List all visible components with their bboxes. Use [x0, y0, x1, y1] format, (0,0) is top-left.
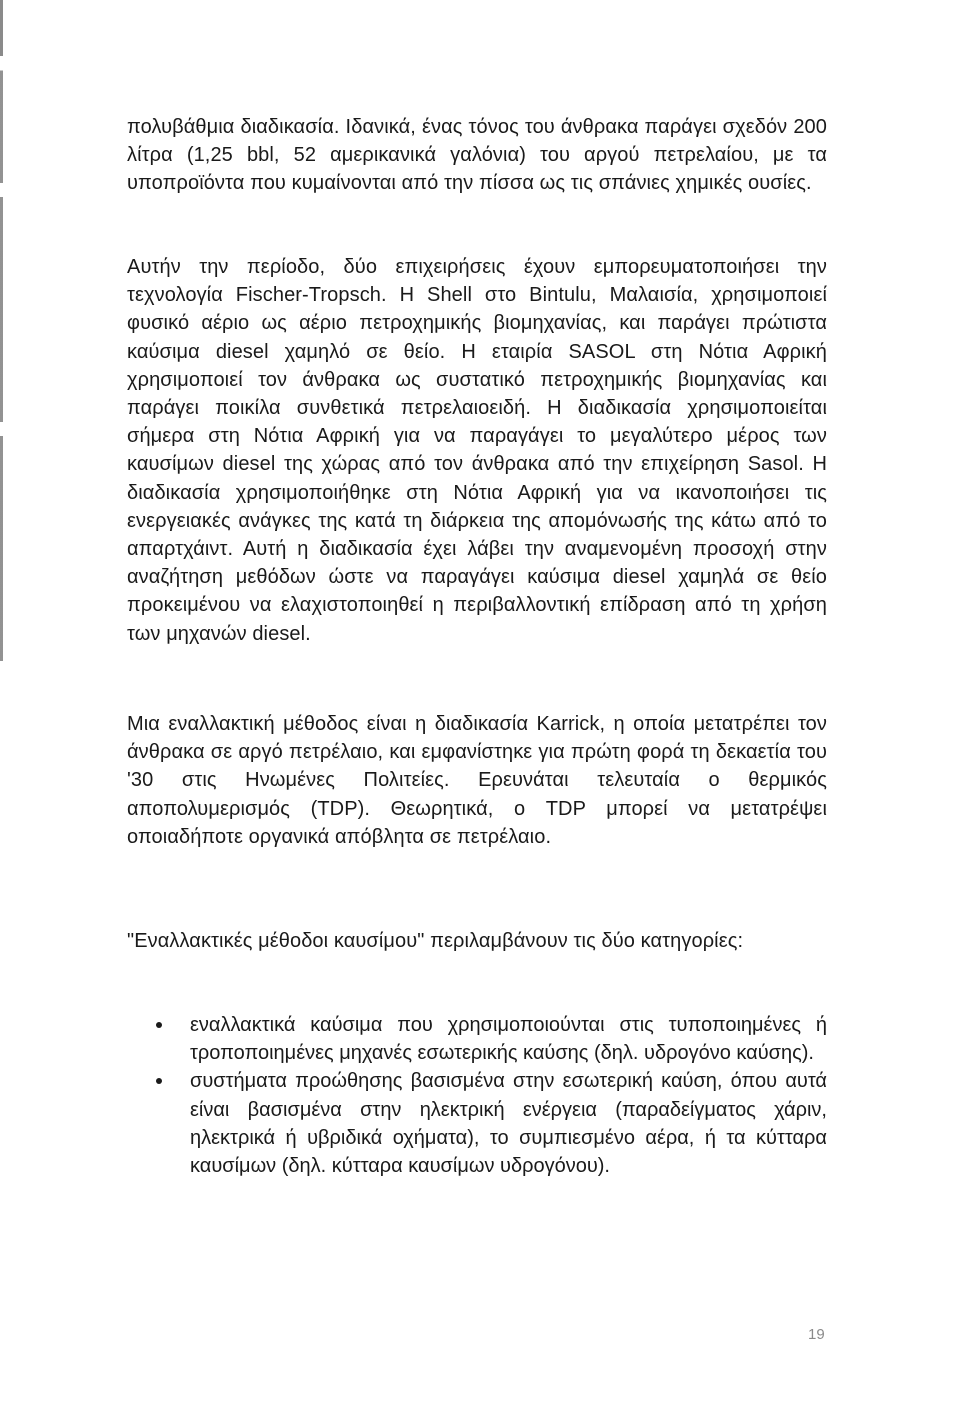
paragraph-alternative-methods-intro: "Εναλλακτικές μέθοδοι καυσίμου" περιλαμβάνουν τις δύο κατηγορίες:: [127, 930, 744, 952]
list-item-text: εναλλακτικά καύσιμα που χρησιμοποιούνται στις τυποποιημένες ή τροποποιημένες μηχανές εσωτερικής καύσης (δηλ. υδρογόνο καύσης).: [190, 1014, 827, 1065]
list-item: [127, 1011, 827, 1067]
list-item: [127, 1067, 827, 1180]
alternative-methods-list: [127, 1011, 827, 1180]
paragraph-karrick-tdp: Μια εναλλακτική μέθοδος είναι η διαδικασία Karrick, η οποία μετατρέπει τον άνθρακα σε αργό πετρέλαιο, και εμφανίστηκε για πρώτη φορά τη δεκαετία του '30 στις Ηνωμένες Πολιτείες. Ερευνάται τελευταία ο θερμικός αποπολυμερισμός (TDP). Θεωρητικά, ο TDP μπορεί να μετατρέψει οποιαδήποτε οργανικά απόβλητα σε πετρέλαιο.: [127, 713, 827, 848]
scan-edge-shadow: [0, 0, 3, 1406]
bullet-icon: [156, 1078, 162, 1084]
paragraph-continuation: πολυβάθμια διαδικασία. Ιδανικά, ένας τόνος του άνθρακα παράγει σχεδόν 200 λίτρα (1,25 bbl, 52 αμερικανικά γαλόνια) του αργού πετρελαίου, με τα υποπροϊόντα που κυμαίνονται από την πίσσα ως τις σπάνιες χημικές ουσίες.: [127, 116, 827, 195]
paragraph-fischer-tropsch: Αυτήν την περίοδο, δύο επιχειρήσεις έχουν εμπορευματοποιήσει την τεχνολογία Fischer-Tropsch. Η Shell στο Bintulu, Μαλαισία, χρησιμοποιεί φυσικό αέριο ως αέριο πετροχημικής βιομηχανίας, και παράγει πρώτιστα καύσιμα diesel χαμηλό σε θείο. Η εταιρία SASOL στη Νότια Αφρική χρησιμοποιεί τον άνθρακα ως συστατικό πετροχημικής βιομηχανίας και παράγει ποικίλα συνθετικά πετρελαιοειδή. Η διαδικασία χρησιμοποιείται σήμερα στη Νότια Αφρική για να παραγάγει το μεγαλύτερο μέρος των καυσίμων diesel της χώρας από τον άνθρακα από την επιχείρηση Sasol. Η διαδικασία χρησιμοποιήθηκε στη Νότια Αφρική για να ικανοποιήσει τις ενεργειακές ανάγκες της κατά τη διάρκεια της απομόνωσής της κάτω από το απαρτχάιντ. Αυτή η διαδικασία έχει λάβει την αναμενομένη προσοχή στην αναζήτηση μεθόδων ώστε να παραγάγει καύσιμα diesel χαμηλά σε θείο προκειμένου να ελαχιστοποιηθεί η περιβαλλοντική επίδραση από τη χρήση των μηχανών diesel.: [127, 256, 827, 645]
page-number: 19: [808, 1326, 825, 1343]
list-item-text: συστήματα προώθησης βασισμένα στην εσωτερική καύση, όπου αυτά είναι βασισμένα στην ηλεκτρική ενέργεια (παραδείγματος χάριν, ηλεκτρικά ή υβριδικά οχήματα), το συμπιεσμένο αέρα, ή τα κύτταρα καυσίμων (δηλ. κύτταρα καυσίμων υδρογόνου).: [190, 1070, 827, 1178]
bullet-icon: [156, 1022, 162, 1028]
